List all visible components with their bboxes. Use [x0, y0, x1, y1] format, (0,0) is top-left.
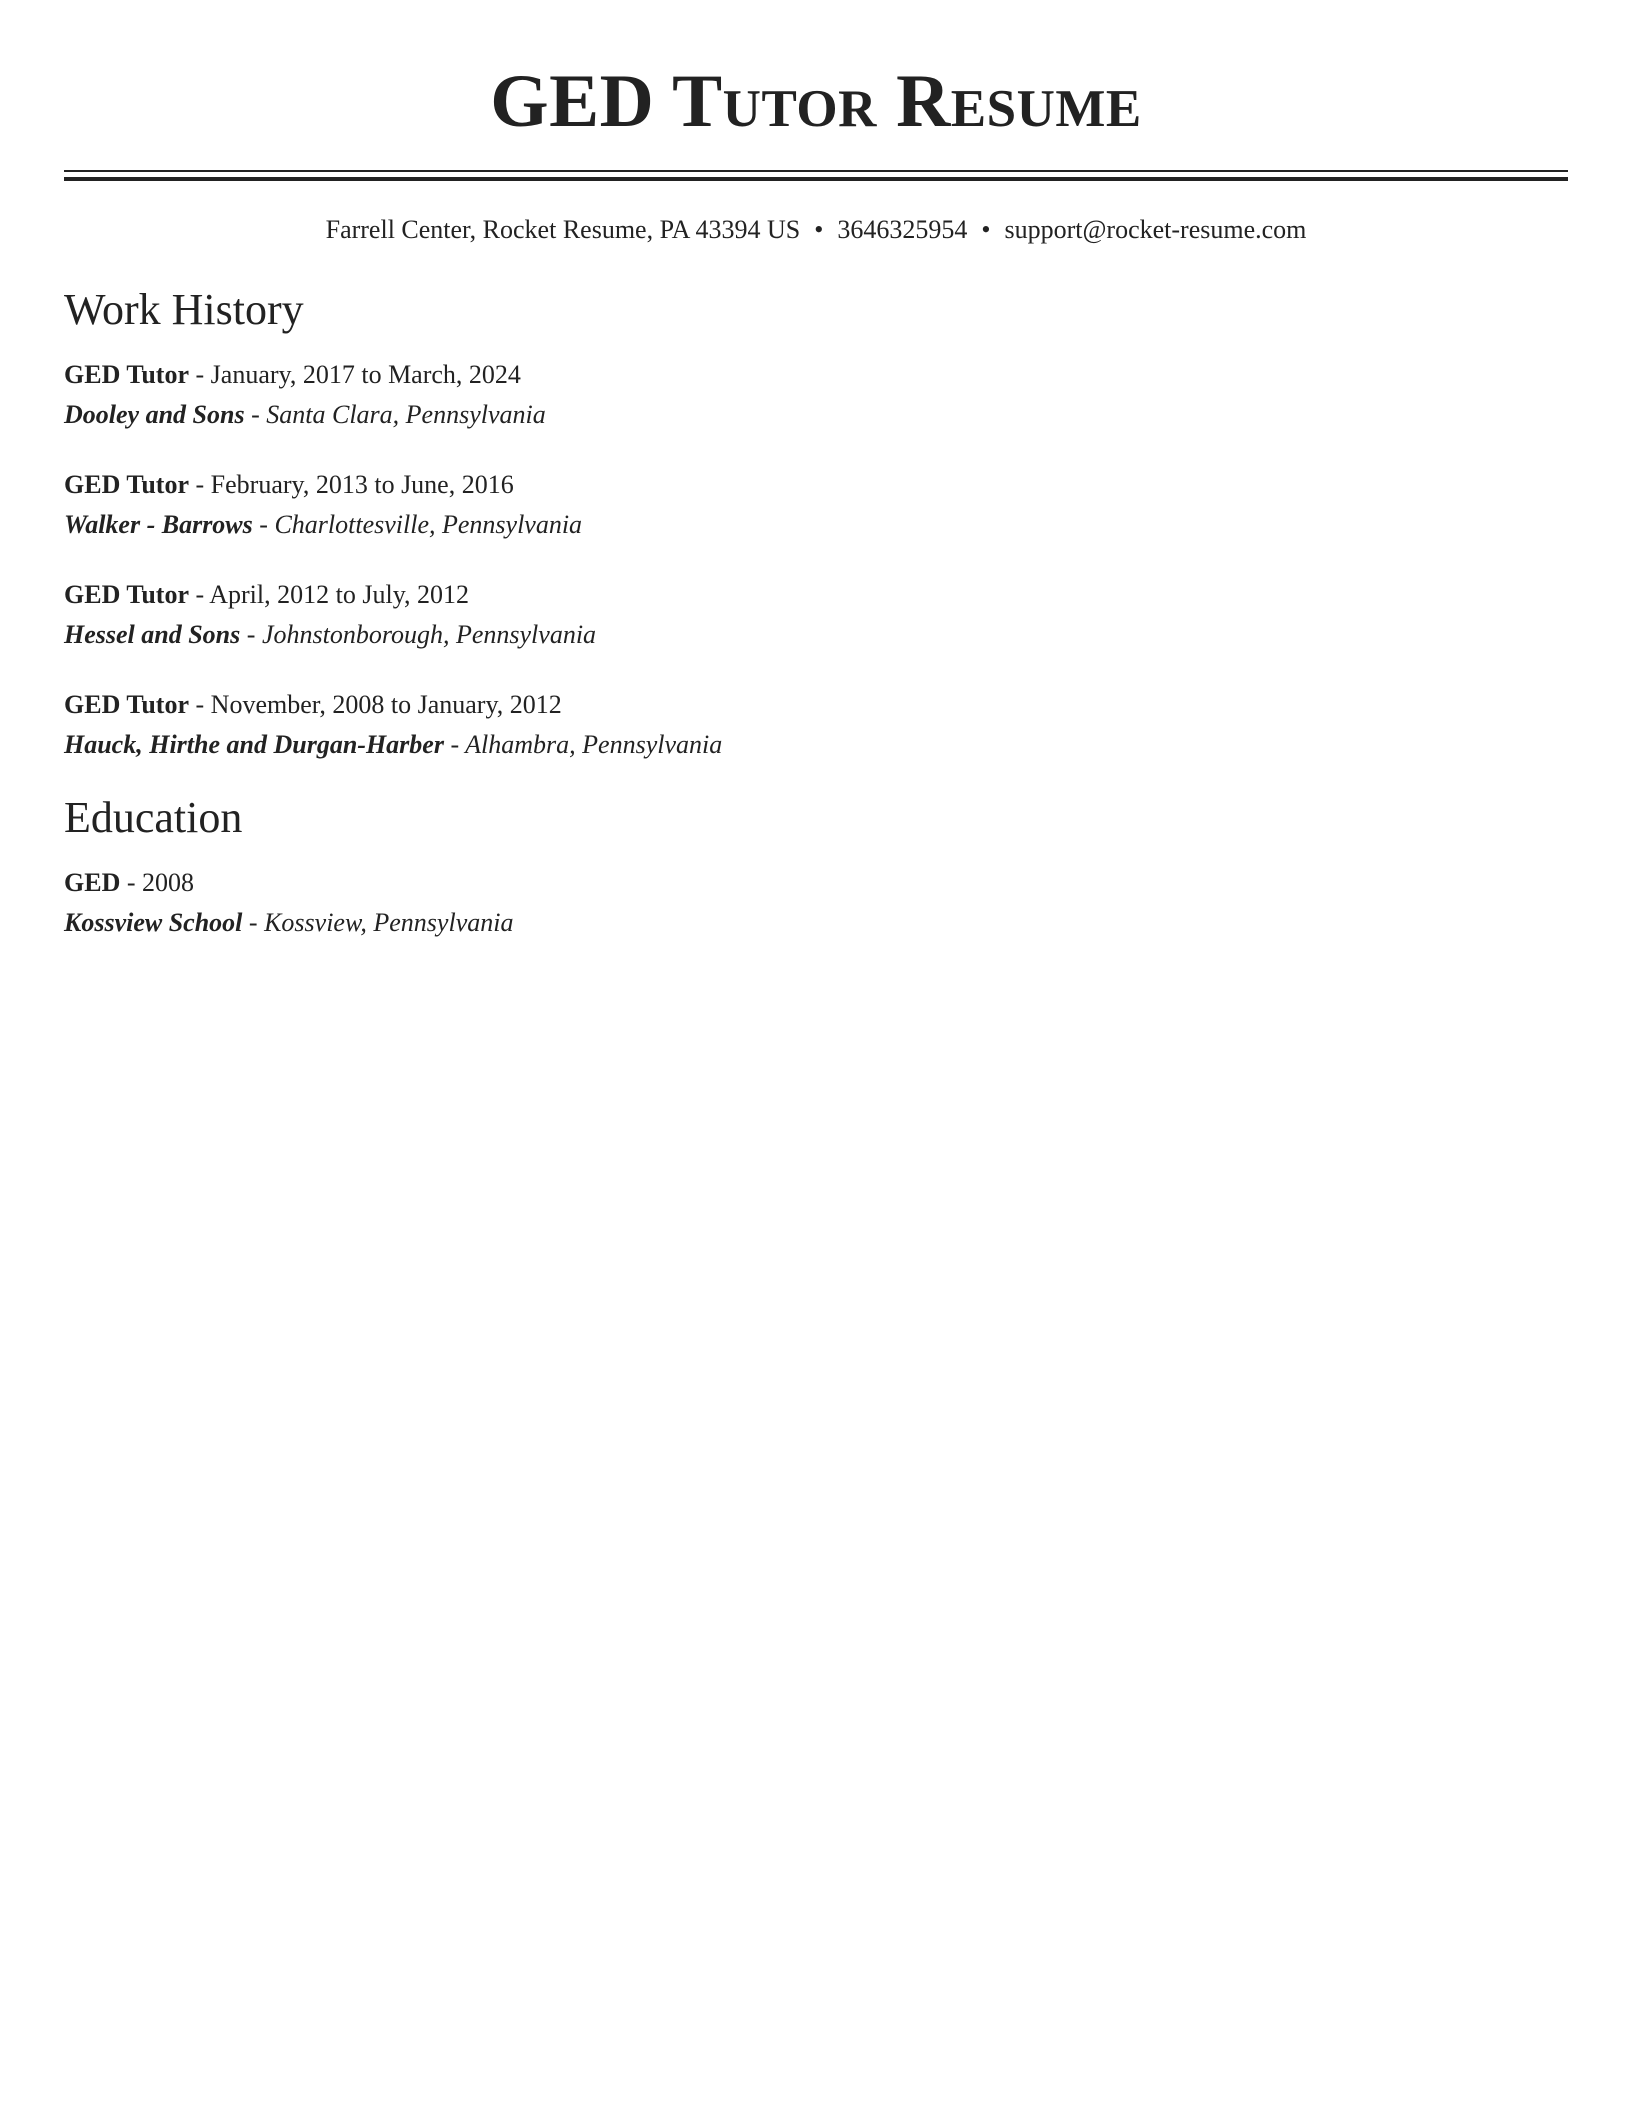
company-location: Johnstonborough, Pennsylvania: [261, 620, 597, 649]
header-divider-thin: [64, 170, 1568, 172]
job-dates: November, 2008 to January, 2012: [210, 690, 562, 719]
work-history-list: [64, 355, 1568, 765]
graduation-year: 2008: [142, 868, 195, 897]
work-entry-company-line: [64, 615, 1568, 655]
company-location: Alhambra, Pennsylvania: [465, 730, 723, 759]
work-entry-title-line: [64, 355, 1568, 395]
work-history-heading: Work History: [64, 285, 304, 334]
company-location: Santa Clara, Pennsylvania: [266, 400, 546, 429]
education-list: [64, 863, 1568, 943]
work-entry-title-line: [64, 465, 1568, 505]
dash: -: [251, 400, 260, 429]
job-dates: January, 2017 to March, 2024: [210, 360, 521, 389]
contact-separator: •: [814, 215, 824, 244]
company-name: Walker - Barrows: [64, 510, 253, 539]
job-title: GED Tutor: [64, 690, 189, 719]
dash: -: [259, 510, 268, 539]
job-dates: February, 2013 to June, 2016: [210, 470, 514, 499]
work-entry: [64, 465, 1568, 545]
education-entry-title-line: [64, 863, 1568, 903]
contact-email: support@rocket-resume.com: [1004, 215, 1307, 244]
contact-address: Farrell Center, Rocket Resume, PA 43394 US: [325, 215, 801, 244]
dash: -: [195, 580, 205, 609]
contact-phone: 3646325954: [837, 215, 968, 244]
school-name: Kossview School: [64, 908, 243, 937]
education-section: [64, 791, 1568, 943]
work-entry-title-line: [64, 685, 1568, 725]
dash: -: [195, 470, 205, 499]
job-title: GED Tutor: [64, 580, 189, 609]
work-entry-company-line: [64, 725, 1568, 765]
dash: -: [248, 908, 258, 937]
work-entry-company-line: [64, 505, 1568, 545]
dash: -: [450, 730, 460, 759]
work-entry-company-line: [64, 395, 1568, 435]
school-location: Kossview, Pennsylvania: [264, 908, 514, 937]
resume-title: GED Tutor Resume: [490, 60, 1142, 143]
job-title: GED Tutor: [64, 360, 189, 389]
work-entry: [64, 355, 1568, 435]
job-title: GED Tutor: [64, 470, 189, 499]
education-entry-school-line: [64, 903, 1568, 943]
contact-line: [64, 213, 1568, 247]
job-dates: April, 2012 to July, 2012: [209, 580, 470, 609]
work-history-section: [64, 283, 1568, 765]
dash: -: [195, 360, 205, 389]
work-entry: [64, 575, 1568, 655]
company-name: Hauck, Hirthe and Durgan-Harber: [64, 730, 444, 759]
contact-separator: •: [981, 215, 991, 244]
dash: -: [126, 868, 136, 897]
company-location: Charlottesville, Pennsylvania: [274, 510, 583, 539]
work-entry: [64, 685, 1568, 765]
work-entry-title-line: [64, 575, 1568, 615]
education-heading: Education: [64, 793, 243, 842]
dash: -: [195, 690, 205, 719]
company-name: Dooley and Sons: [64, 400, 245, 429]
header-divider-thick: [64, 177, 1568, 181]
education-entry: [64, 863, 1568, 943]
degree: GED: [64, 868, 121, 897]
dash: -: [246, 620, 256, 649]
company-name: Hessel and Sons: [64, 620, 241, 649]
